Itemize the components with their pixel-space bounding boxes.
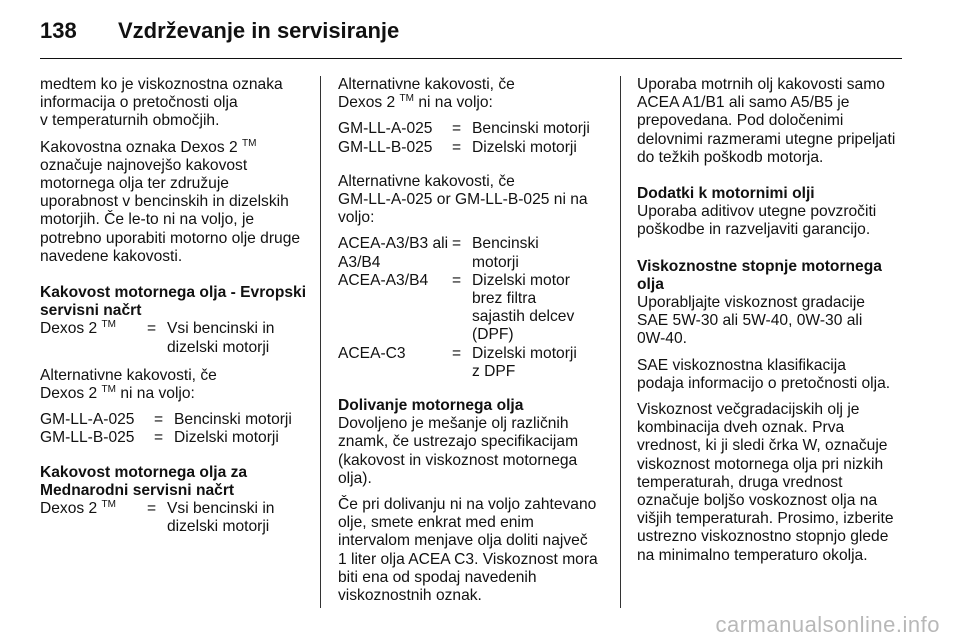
spec-row: ACEA-A3/B4 = Dizelski motor brez filtra sajastih delcev (DPF) (338, 271, 575, 344)
topup-paragraph-1: Dovoljeno je mešanje olj različnih znamk, če ustrezajo specifikacijam (kakovost in viskoznost motornega olja). (338, 415, 579, 487)
column-divider (620, 76, 621, 608)
spec-row: GM-LL-A-025 = Bencinski motorji (40, 411, 292, 429)
spec-row: Dexos 2 ™ = Vsi bencinski in dizelski motorji (40, 499, 275, 536)
spec-row: GM-LL-A-025 = Bencinski motorji (338, 120, 590, 138)
trademark-mark: TM (241, 137, 257, 149)
spec-row: GM-LL-B-025 = Dizelski motorji (338, 138, 577, 156)
heading-europe: Kakovost motornega olja - Evropski servisni načrt (40, 284, 307, 320)
viscosity-paragraph-3: Viskoznost večgradacijskih olj je kombinacija dveh oznak. Prva vrednost, ki ji sledi črka W, označuje viskoznost motornega olja pri nizkih temperaturah, druga vrednost označuje boljšo voskoznost olja na višjih temperaturah. Prosimo, izberite ustrezno viskoznostno stopnjo glede na minimalno temperaturo okolja. (637, 401, 894, 564)
topup-paragraph-2: Če pri dolivanju ni na voljo zahtevano olje, smete enkrat med enim intervalom menjave olja doliti največ 1 liter olja ACEA C3. Viskoznost mora biti ena od spodaj navedenih viskoznostnih oznak. (338, 496, 598, 605)
alternative-note: Alternativne kakovosti, če Dexos 2 ™ ni na voljo: (338, 76, 515, 112)
column-3 (637, 76, 905, 573)
viscosity-paragraph-2: SAE viskoznostna klasifikacija podaja informacijo o pretočnosti olja. (637, 356, 891, 392)
additives-paragraph: Uporaba aditivov utegne povzročiti poškodbe in razveljaviti garancijo. (637, 203, 877, 239)
page-header (40, 16, 902, 60)
alternative-note-2: Alternativne kakovosti, če GM-LL-A-025 or GM-LL-B-025 ni na voljo: (338, 172, 588, 227)
column-1 (40, 76, 312, 546)
spec-row: ACEA-C3 = Dizelski motorji z DPF (338, 344, 577, 380)
viscosity-intro: medtem ko je viskoznostna oznaka informacija o pretočnosti olja v temperaturnih območjih. (40, 76, 283, 130)
heading-additives: Dodatki k motornimi olji (637, 185, 815, 203)
dexos-paragraph: Kakovostna oznaka Dexos 2 ™ označuje najnovejšo kakovost motornega olja ter združuje uporabnost v bencinskih in dizelskih motorjih. Če le-to ni na voljo, je potrebno uporabiti motorno olje druge navedene kakovosti. (40, 137, 301, 265)
column-divider (320, 76, 321, 608)
watermark: carmanualsonline.info (715, 612, 940, 637)
heading-flexible: Kakovost motornega olja za Mednarodni servisni načrt (40, 463, 248, 499)
header-rule (40, 58, 902, 59)
page-title: Vzdrževanje in servisiranje (118, 18, 400, 43)
page-number: 138 (40, 18, 77, 43)
prohibited-oils-paragraph: Uporaba motrnih olj kakovosti samo ACEA A1/B1 ali samo A5/B5 je prepovedana. Pod določenimi delovnimi razmerami utegne pripeljati do težkih poškodb motorja. (637, 76, 896, 166)
spec-row: Dexos 2 ™ = Vsi bencinski in dizelski motorji (40, 319, 275, 356)
heading-topup: Dolivanje motornega olja (338, 397, 524, 415)
heading-viscosity: Viskoznostne stopnje motornega olja (637, 257, 882, 293)
column-2 (338, 76, 610, 613)
alternative-note: Alternativne kakovosti, če Dexos 2 ™ ni na voljo: (40, 366, 217, 403)
spec-row: GM-LL-B-025 = Dizelski motorji (40, 429, 279, 447)
spec-row: ACEA-A3/B3 ali A3/B4 = Bencinski motorji (338, 235, 539, 271)
viscosity-paragraph-1: Uporabljajte viskoznost gradacije SAE 5W-30 ali 5W-40, 0W-30 ali 0W-40. (637, 294, 865, 348)
